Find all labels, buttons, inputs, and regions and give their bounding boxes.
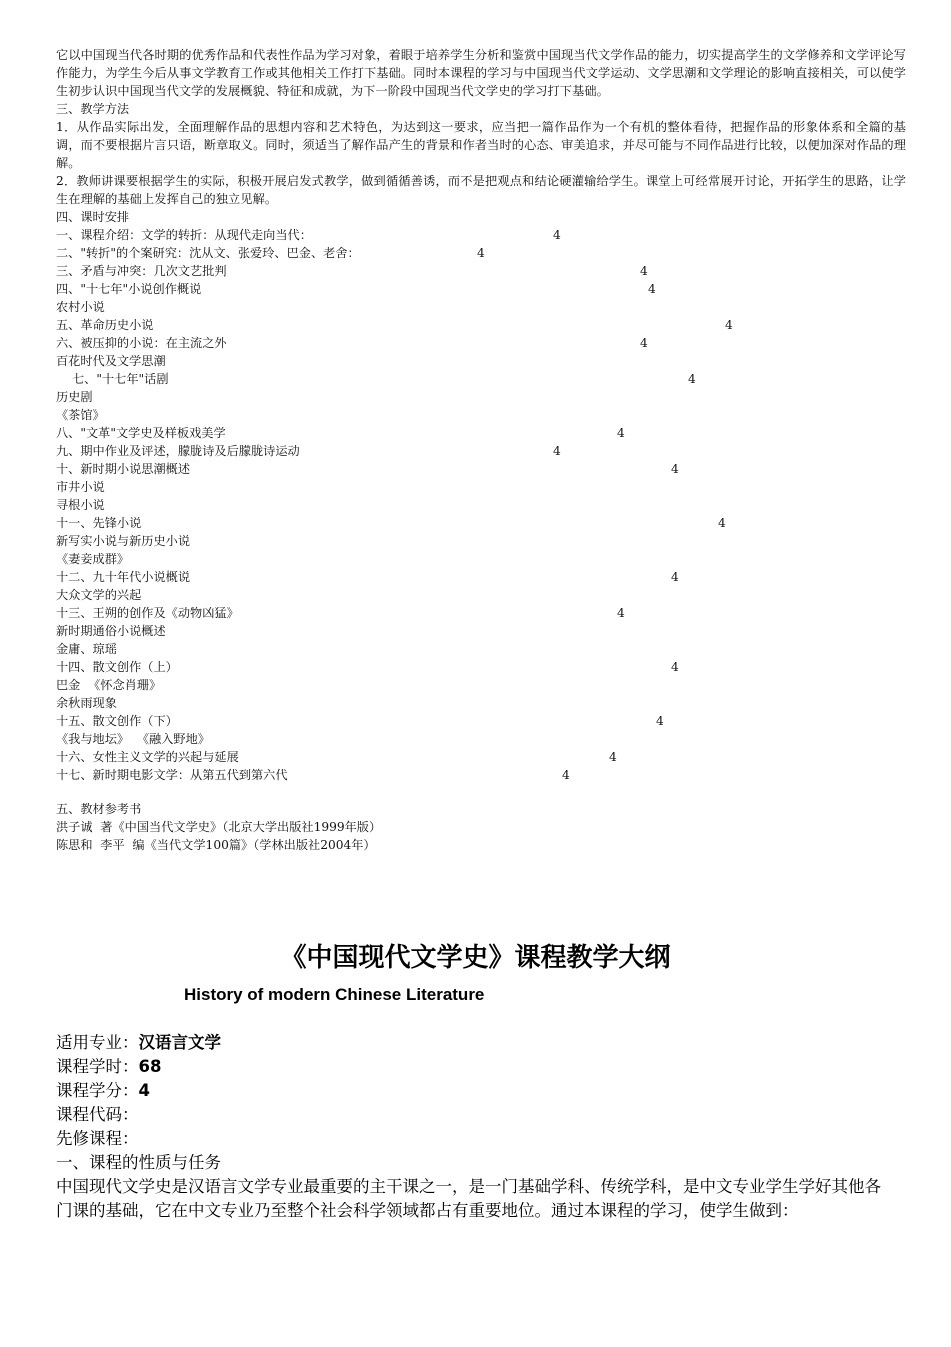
schedule-row — [56, 226, 906, 244]
schedule-hours: 4 — [656, 714, 664, 728]
schedule-topic: 金庸、琼瑶 — [56, 642, 117, 656]
schedule-row — [56, 712, 906, 730]
schedule-topic: 新时期通俗小说概述 — [56, 624, 166, 638]
schedule-hours: 4 — [671, 570, 679, 584]
field-value: 68 — [138, 1057, 162, 1076]
schedule-topic: 百花时代及文学思潮 — [56, 354, 166, 368]
schedule-row — [56, 406, 906, 424]
syllabus-subtitle: History of modern Chinese Literature — [184, 985, 485, 1004]
references-heading: 五、教材参考书 — [56, 802, 142, 816]
reference-item: 陈思和 李平 编《当代文学100篇》（学林出版社2004年） — [56, 838, 376, 852]
schedule-row — [56, 280, 906, 298]
section-paragraph: 中国现代文学史是汉语言文学专业最重要的主干课之一，是一门基础学科、传统学科，是中文专业学生学好其他各门课的基础，它在中文专业乃至整个社会科学领域都占有重要地位。通过本课程的学习，使学生做到： — [56, 1177, 881, 1220]
schedule-hours: 4 — [671, 462, 679, 476]
field-value: 4 — [138, 1081, 150, 1100]
schedule-topic: 大众文学的兴起 — [56, 588, 142, 602]
schedule-row — [56, 262, 906, 280]
schedule-topic: 历史剧 — [56, 390, 93, 404]
intro-paragraph: 它以中国现当代各时期的优秀作品和代表性作品为学习对象，着眼于培养学生分析和鉴赏中国现当代文学作品的能力，切实提高学生的文学修养和文学评论写作能力，为学生今后从事文学教育工作或其他相关工作打下基础。同时本课程的学习与中国现当代文学运动、文学思潮和文学理论的影响直接相关，可以使学生初步认识中国现当代文学的发展概貌、特征和成就，为下一阶段中国现当代文学史的学习打下基础。 — [56, 48, 906, 98]
schedule-hours: 4 — [617, 426, 625, 440]
schedule-topic: 三、矛盾与冲突：几次文艺批判 — [56, 264, 227, 278]
schedule-hours: 4 — [648, 282, 656, 296]
schedule-topic: 十七、新时期电影文学：从第五代到第六代 — [56, 768, 288, 782]
schedule-hours: 4 — [553, 444, 561, 458]
schedule-hours: 4 — [640, 336, 648, 350]
syllabus-continuation — [56, 46, 906, 854]
schedule-row — [56, 442, 906, 460]
schedule-topic: 《茶馆》 — [56, 408, 105, 422]
schedule-topic: 《妻妾成群》 — [56, 552, 130, 566]
schedule-topic: 十五、散文创作（下） — [56, 714, 178, 728]
schedule-row — [56, 604, 906, 622]
schedule-row — [56, 352, 906, 370]
schedule-hours: 4 — [609, 750, 617, 764]
schedule-row — [56, 496, 906, 514]
schedule-topic: 新写实小说与新历史小说 — [56, 534, 191, 548]
schedule-row — [56, 640, 906, 658]
schedule-topic: 十六、女性主义文学的兴起与延展 — [56, 750, 239, 764]
schedule-topic: 十、新时期小说思潮概述 — [56, 462, 191, 476]
schedule-topic: 十三、王朔的创作及《动物凶猛》 — [56, 606, 239, 620]
schedule-hours: 4 — [553, 228, 561, 242]
schedule-topic: 八、"文革"文学史及样板戏美学 — [56, 426, 226, 440]
schedule-row — [56, 748, 906, 766]
schedule-topic: 巴金 《怀念肖珊》 — [56, 678, 162, 692]
schedule-topic: 二、"转折"的个案研究：沈从文、张爱玲、巴金、老舍： — [56, 246, 360, 260]
schedule-row — [56, 460, 906, 478]
schedule-hours: 4 — [477, 246, 485, 260]
schedule-row — [56, 694, 906, 712]
field-label: 适用专业： — [56, 1033, 139, 1052]
section-heading: 一、课程的性质与任务 — [56, 1153, 221, 1172]
field-hours — [56, 1055, 886, 1079]
schedule-hours: 4 — [617, 606, 625, 620]
schedule-hours: 4 — [725, 318, 733, 332]
syllabus-title: 《中国现代文学史》课程教学大纲 — [280, 943, 671, 973]
schedule-hours: 4 — [562, 768, 570, 782]
field-value: 汉语言文学 — [138, 1033, 221, 1052]
method-item: 1．从作品实际出发，全面理解作品的思想内容和艺术特色，为达到这一要求，应当把一篇作品作为一个有机的整体看待，把握作品的形象体系和全篇的基调，而不要根据片言只语，断章取义。同时，须适当了解作品产生的背景和作者当时的心态、审美追求，并尽可能与不同作品进行比较，以便加深对作品的理解。 — [56, 120, 906, 170]
schedule-row — [56, 532, 906, 550]
syllabus-info — [56, 1031, 886, 1223]
schedule-row — [56, 334, 906, 352]
schedule-topic: 十二、九十年代小说概说 — [56, 570, 191, 584]
schedule-topic: 农村小说 — [56, 300, 105, 314]
field-label: 课程学分： — [56, 1081, 139, 1100]
field-code — [56, 1103, 886, 1127]
schedule-row — [56, 298, 906, 316]
schedule-hours: 4 — [718, 516, 726, 530]
reference-item: 洪子诚 著《中国当代文学史》（北京大学出版社1999年版） — [56, 820, 382, 834]
schedule-topic: 余秋雨现象 — [56, 696, 117, 710]
schedule-row — [56, 568, 906, 586]
schedule-row — [56, 316, 906, 334]
schedule-topic: 寻根小说 — [56, 498, 105, 512]
schedule-row — [56, 676, 906, 694]
schedule-topic: 《我与地坛》 《融入野地》 — [56, 732, 210, 746]
schedule-row — [56, 478, 906, 496]
field-label: 课程学时： — [56, 1057, 139, 1076]
schedule-topic: 十四、散文创作（上） — [56, 660, 178, 674]
schedule-row — [56, 514, 906, 532]
schedule-row — [56, 730, 906, 748]
schedule-topic: 五、革命历史小说 — [56, 318, 154, 332]
methods-heading: 三、教学方法 — [56, 102, 130, 116]
schedule-row — [56, 244, 906, 262]
schedule-row — [56, 586, 906, 604]
schedule-row — [56, 766, 906, 784]
schedule-topic: 六、被压抑的小说：在主流之外 — [56, 336, 227, 350]
field-prerequisite — [56, 1127, 886, 1151]
schedule-hours: 4 — [688, 372, 696, 386]
schedule-row — [56, 424, 906, 442]
schedule-hours: 4 — [640, 264, 648, 278]
schedule-heading: 四、课时安排 — [56, 210, 130, 224]
schedule-topic: 四、"十七年"小说创作概说 — [56, 282, 202, 296]
schedule-topic: 十一、先锋小说 — [56, 516, 142, 530]
schedule-topic: 一、课程介绍：文学的转折：从现代走向当代： — [56, 228, 312, 242]
field-major — [56, 1031, 886, 1055]
schedule-topic: 九、期中作业及评述，朦胧诗及后朦胧诗运动 — [56, 444, 300, 458]
schedule-topic: 市井小说 — [56, 480, 105, 494]
field-credits — [56, 1079, 886, 1103]
field-label: 先修课程： — [56, 1129, 139, 1148]
schedule-row — [56, 388, 906, 406]
schedule-topic: 七、"十七年"话剧 — [72, 372, 169, 386]
schedule-hours: 4 — [671, 660, 679, 674]
schedule-list — [56, 226, 906, 784]
schedule-row — [56, 658, 906, 676]
schedule-row — [56, 550, 906, 568]
field-label: 课程代码： — [56, 1105, 139, 1124]
method-item: 2．教师讲课要根据学生的实际，积极开展启发式教学，做到循循善诱，而不是把观点和结论硬灌输给学生。课堂上可经常展开讨论，开拓学生的思路，让学生在理解的基础上发挥自己的独立见解。 — [56, 174, 906, 206]
schedule-row — [56, 622, 906, 640]
schedule-row — [56, 370, 906, 388]
